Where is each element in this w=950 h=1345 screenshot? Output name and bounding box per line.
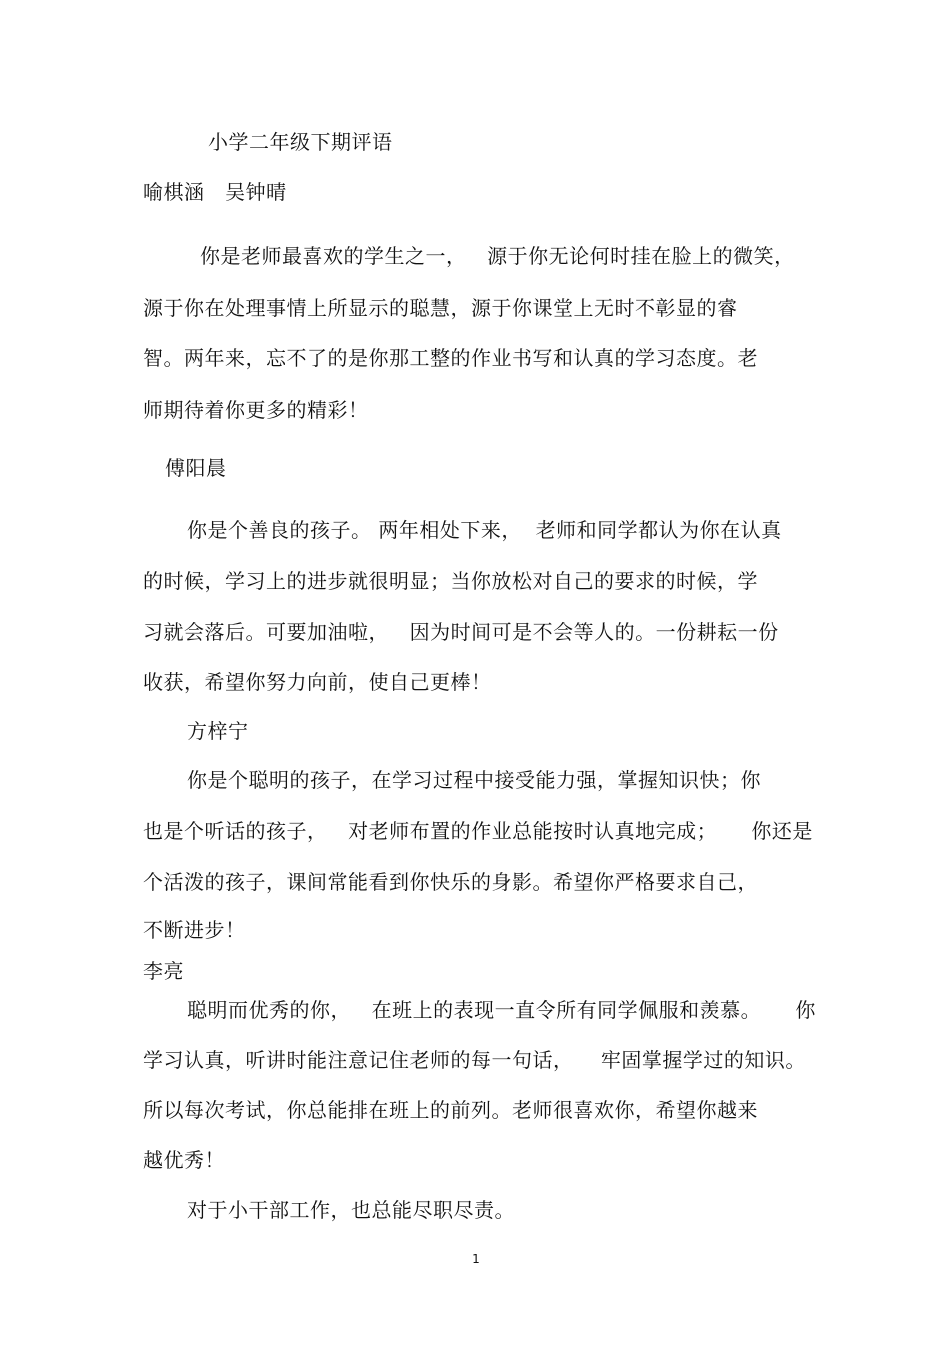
student-name-4: 李亮 — [143, 959, 184, 983]
comment-4-line-2: 学习认真，听讲时能注意记住老师的每一句话， 牢固掌握学过的知识。 — [143, 1048, 806, 1072]
comment-2-line-4: 收获，希望你努力向前，使自己更棒！ — [143, 670, 492, 694]
comment-2-line-2: 的时候，学习上的进步就很明显；当你放松对自己的要求的时候，学 — [143, 569, 758, 593]
comment-1-line-4: 师期待着你更多的精彩！ — [143, 398, 369, 422]
page-number: 1 — [472, 1252, 480, 1266]
comment-3-line-4: 不断进步！ — [143, 918, 246, 942]
comment-3-line-3: 个活泼的孩子，课间常能看到你快乐的身影。希望你严格要求自己， — [143, 870, 758, 894]
comment-3-line-1: 你是个聪明的孩子，在学习过程中接受能力强，掌握知识快；你 — [187, 768, 761, 792]
comment-4-line-4: 越优秀！ — [143, 1148, 225, 1172]
student-names-1: 喻棋涵 吴钟晴 — [143, 180, 287, 204]
comment-3-line-2: 也是个听话的孩子， 对老师布置的作业总能按时认真地完成； 你还是 — [143, 819, 813, 843]
comment-4-line-3: 所以每次考试，你总能排在班上的前列。老师很喜欢你，希望你越来 — [143, 1098, 758, 1122]
comment-1-line-1: 你是老师最喜欢的学生之一， 源于你无论何时挂在脸上的微笑， — [200, 244, 795, 268]
comment-4-extra: 对于小干部工作，也总能尽职尽责。 — [187, 1198, 515, 1222]
comment-2-line-1: 你是个善良的孩子。 两年相处下来， 老师和同学都认为你在认真 — [187, 518, 782, 542]
student-name-3: 方梓宁 — [187, 719, 249, 743]
comment-1-line-2: 源于你在处理事情上所显示的聪慧，源于你课堂上无时不彰显的睿 — [143, 296, 738, 320]
comment-4-line-1: 聪明而优秀的你， 在班上的表现一直令所有同学佩服和羡慕。 你 — [187, 998, 816, 1022]
comment-1-line-3: 智。两年来，忘不了的是你那工整的作业书写和认真的学习态度。老 — [143, 346, 758, 370]
student-name-2: 傅阳晨 — [165, 456, 227, 480]
document-title: 小学二年级下期评语 — [208, 130, 393, 154]
comment-2-line-3: 习就会落后。可要加油啦， 因为时间可是不会等人的。一份耕耘一份 — [143, 620, 779, 644]
